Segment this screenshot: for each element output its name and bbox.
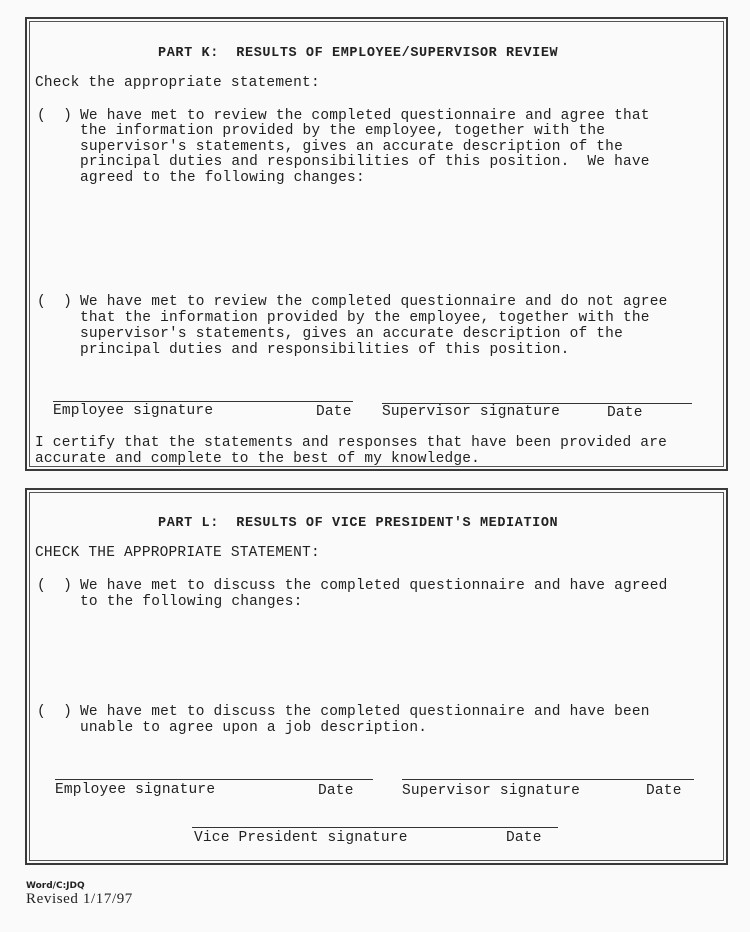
supervisor-signature-label: Supervisor signature (382, 404, 561, 420)
employee-signature-line[interactable] (55, 779, 373, 780)
vp-signature-line[interactable] (192, 827, 558, 828)
part-k-option2-checkbox[interactable]: ( ) (37, 294, 72, 310)
part-l-title: PART L: RESULTS OF VICE PRESIDENT'S MEDIATION (158, 516, 559, 531)
file-reference: Word/C:JDQ (26, 881, 85, 891)
vp-signature-label: Vice President signature (194, 830, 408, 846)
revision-date: Revised 1/17/97 (26, 891, 133, 907)
part-l-option2-checkbox[interactable]: ( ) (37, 704, 72, 720)
supervisor-date-label: Date (607, 405, 643, 421)
part-k-title: PART K: RESULTS OF EMPLOYEE/SUPERVISOR REVIEW (158, 46, 559, 61)
supervisor-signature-label: Supervisor signature (402, 783, 581, 799)
employee-date-label: Date (318, 783, 354, 799)
employee-signature-label: Employee signature (53, 403, 214, 419)
vp-date-label: Date (506, 830, 542, 846)
employee-date-label: Date (316, 404, 352, 420)
part-k-option1-checkbox[interactable]: ( ) (37, 108, 72, 124)
supervisor-date-label: Date (646, 783, 682, 799)
employee-signature-line[interactable] (53, 401, 353, 402)
part-l-option1-checkbox[interactable]: ( ) (37, 578, 72, 594)
employee-signature-label: Employee signature (55, 782, 216, 798)
part-l-instruction: CHECK THE APPROPRIATE STATEMENT: (35, 545, 320, 561)
part-k-instruction: Check the appropriate statement: (35, 75, 320, 91)
supervisor-signature-line[interactable] (402, 779, 694, 780)
